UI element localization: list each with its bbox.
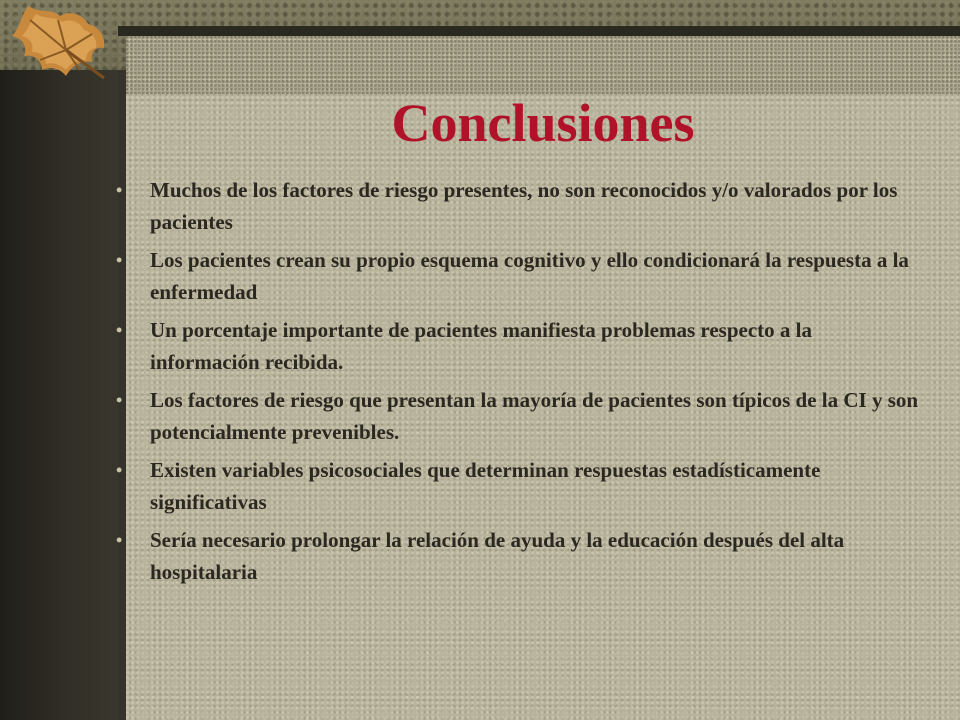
- list-item: [116, 524, 920, 588]
- autumn-leaf-icon: [0, 0, 112, 80]
- slide-title: Conclusiones: [391, 93, 695, 153]
- bullet-text: Un porcentaje importante de pacientes manifiesta problemas respecto a la información recibida.: [150, 318, 813, 374]
- list-item: [116, 314, 920, 378]
- list-item: [116, 174, 920, 238]
- bullet-text: Existen variables psicosociales que determinan respuestas estadísticamente significativas: [150, 458, 821, 514]
- bullet-icon: •: [116, 320, 123, 340]
- conclusions-list: [116, 174, 920, 594]
- bullet-icon: •: [116, 460, 123, 480]
- bullet-text: Los pacientes crean su propio esquema cognitivo y ello condicionará la respuesta a la enfermedad: [150, 248, 909, 304]
- bullet-icon: •: [116, 250, 123, 270]
- bullet-text: Muchos de los factores de riesgo presentes, no son reconocidos y/o valorados por los pacientes: [150, 178, 898, 234]
- bullet-icon: •: [116, 390, 123, 410]
- bullet-icon: •: [116, 180, 123, 200]
- bullet-text: Sería necesario prolongar la relación de ayuda y la educación después del alta hospitalaria: [150, 528, 845, 584]
- bullet-icon: •: [116, 530, 123, 550]
- top-divider-bar: [118, 26, 960, 36]
- left-band: [0, 70, 118, 720]
- list-item: [116, 384, 920, 448]
- panel-header-texture: [126, 36, 960, 94]
- list-item: [116, 454, 920, 518]
- list-item: [116, 244, 920, 308]
- bullet-text: Los factores de riesgo que presentan la mayoría de pacientes son típicos de la CI y son potencialmente prevenibles.: [150, 388, 919, 444]
